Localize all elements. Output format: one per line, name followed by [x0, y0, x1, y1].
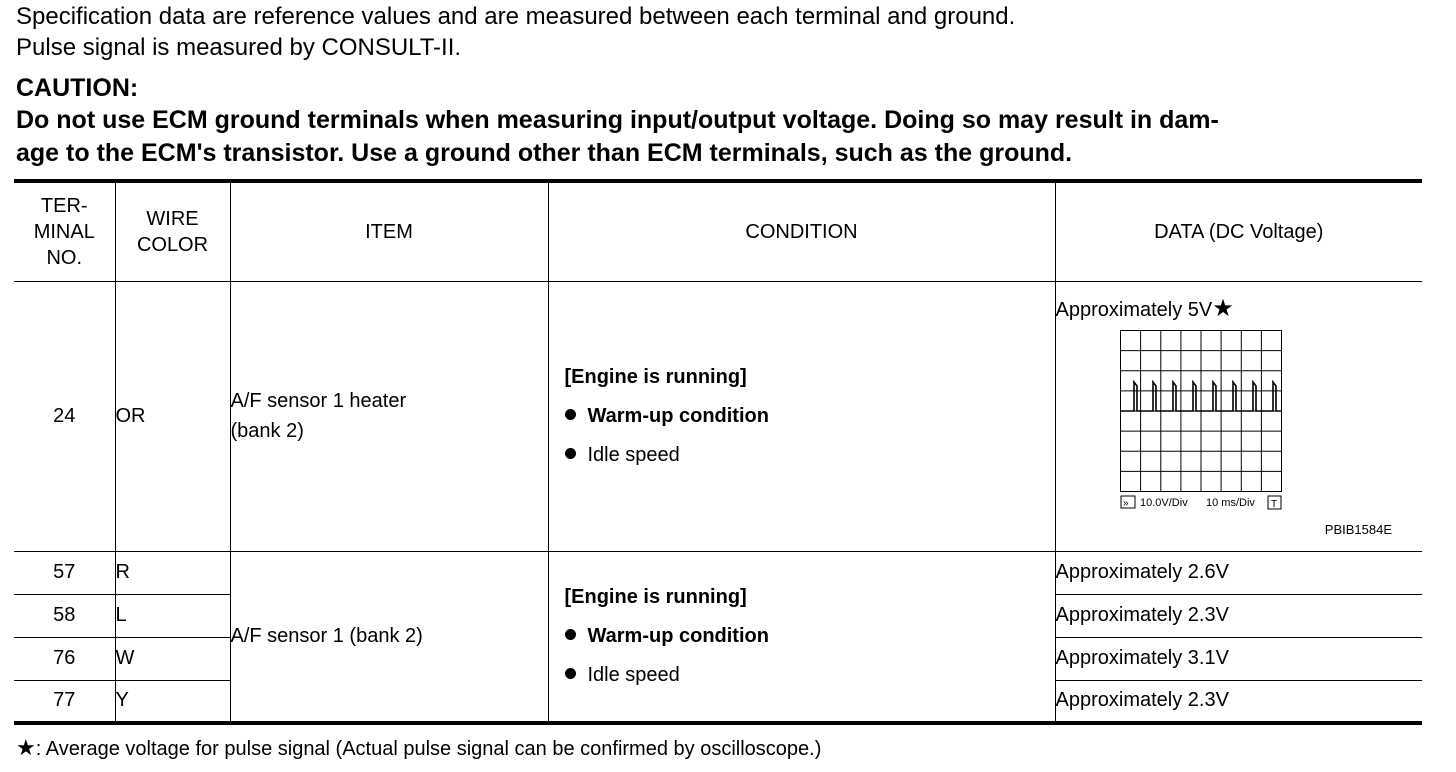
bullet-icon [565, 668, 576, 679]
bullet-icon [565, 629, 576, 640]
header-condition: CONDITION [548, 181, 1055, 281]
data-cell: Approximately 2.3V [1055, 594, 1422, 637]
star-icon: ★ [1212, 294, 1234, 322]
header-terminal-no [14, 181, 115, 281]
wire-color-cell: OR [115, 281, 230, 551]
header-terminal-line-1: TER- [40, 194, 88, 217]
condition-lead: [Engine is running] [564, 365, 747, 388]
item-cell: A/F sensor 1 (bank 2) [230, 551, 548, 723]
header-data: DATA (DC Voltage) [1055, 181, 1422, 281]
terminal-spec-table [14, 179, 1422, 725]
condition-bullet-2 [565, 436, 1055, 475]
image-code: PBIB1584E [1324, 521, 1392, 537]
terminal-no-cell: 57 [14, 551, 115, 594]
data-cell: Approximately 2.6V [1055, 551, 1422, 594]
condition-lead: [Engine is running] [564, 585, 747, 608]
wire-color-cell: R [115, 551, 230, 594]
header-wire-line-1: WIRE [146, 207, 199, 230]
item-line-1: A/F sensor 1 heater [230, 390, 407, 412]
table-row [14, 551, 1422, 594]
header-terminal-line-2: MINAL [33, 220, 95, 243]
intro-text-2: Pulse signal is measured by CONSULT-II. [16, 34, 462, 61]
bullet-icon [565, 409, 576, 420]
condition-bullet-1 [565, 617, 1055, 656]
data-value [1056, 295, 1423, 324]
header-item: ITEM [230, 181, 548, 281]
condition-bullet-2 [565, 656, 1055, 695]
scope-trigger-glyph: T [1270, 498, 1277, 510]
header-wire-color [115, 181, 230, 281]
table-row [14, 281, 1422, 551]
footnote [16, 733, 821, 764]
terminal-no-cell: 24 [14, 281, 115, 551]
footnote-text: : Average voltage for pulse signal (Actual pulse signal can be confirmed by oscilloscope.) [35, 738, 822, 760]
item-line-2: (bank 2) [230, 420, 304, 442]
bullet-icon [565, 448, 576, 459]
condition-bullet-2-text: Idle speed [587, 663, 680, 686]
caution-line-2: age to the ECM's transistor. Use a ground other than ECM terminals, such as the ground. [16, 139, 1073, 167]
scope-volt-label: 10.0V/Div [1139, 496, 1188, 509]
caution-line-1: Do not use ECM ground terminals when measuring input/output voltage. Doing so may result in dam- [16, 106, 1219, 134]
condition-bullet-1 [565, 397, 1055, 436]
scope-toggle-glyph: » [1122, 497, 1129, 509]
caution-title: CAUTION: [16, 74, 139, 102]
terminal-no-cell: 76 [14, 637, 115, 680]
header-wire-line-2: COLOR [136, 233, 209, 256]
header-row [14, 181, 1422, 281]
intro-text-1: Specification data are reference values and are measured between each terminal and ground. [16, 3, 1016, 30]
terminal-no-cell: 77 [14, 680, 115, 723]
condition-bullet-1-text: Warm-up condition [587, 624, 769, 647]
data-cell [1055, 281, 1422, 551]
caution-text [16, 104, 1424, 170]
item-cell [230, 281, 548, 551]
condition-cell [548, 551, 1055, 723]
condition-bullet-1-text: Warm-up condition [587, 404, 769, 427]
wire-color-cell: Y [115, 680, 230, 723]
header-terminal-line-3: NO. [46, 246, 83, 269]
oscilloscope-waveform [1120, 330, 1286, 512]
wire-color-cell: W [115, 637, 230, 680]
star-icon: ★ [16, 735, 36, 760]
data-cell: Approximately 2.3V [1055, 680, 1422, 723]
scope-time-label: 10 ms/Div [1205, 496, 1255, 509]
condition-cell [548, 281, 1055, 551]
data-value-text: Approximately 5V [1055, 298, 1213, 321]
terminal-no-cell: 58 [14, 594, 115, 637]
wire-color-cell: L [115, 594, 230, 637]
data-cell: Approximately 3.1V [1055, 637, 1422, 680]
condition-bullet-2-text: Idle speed [587, 443, 680, 466]
